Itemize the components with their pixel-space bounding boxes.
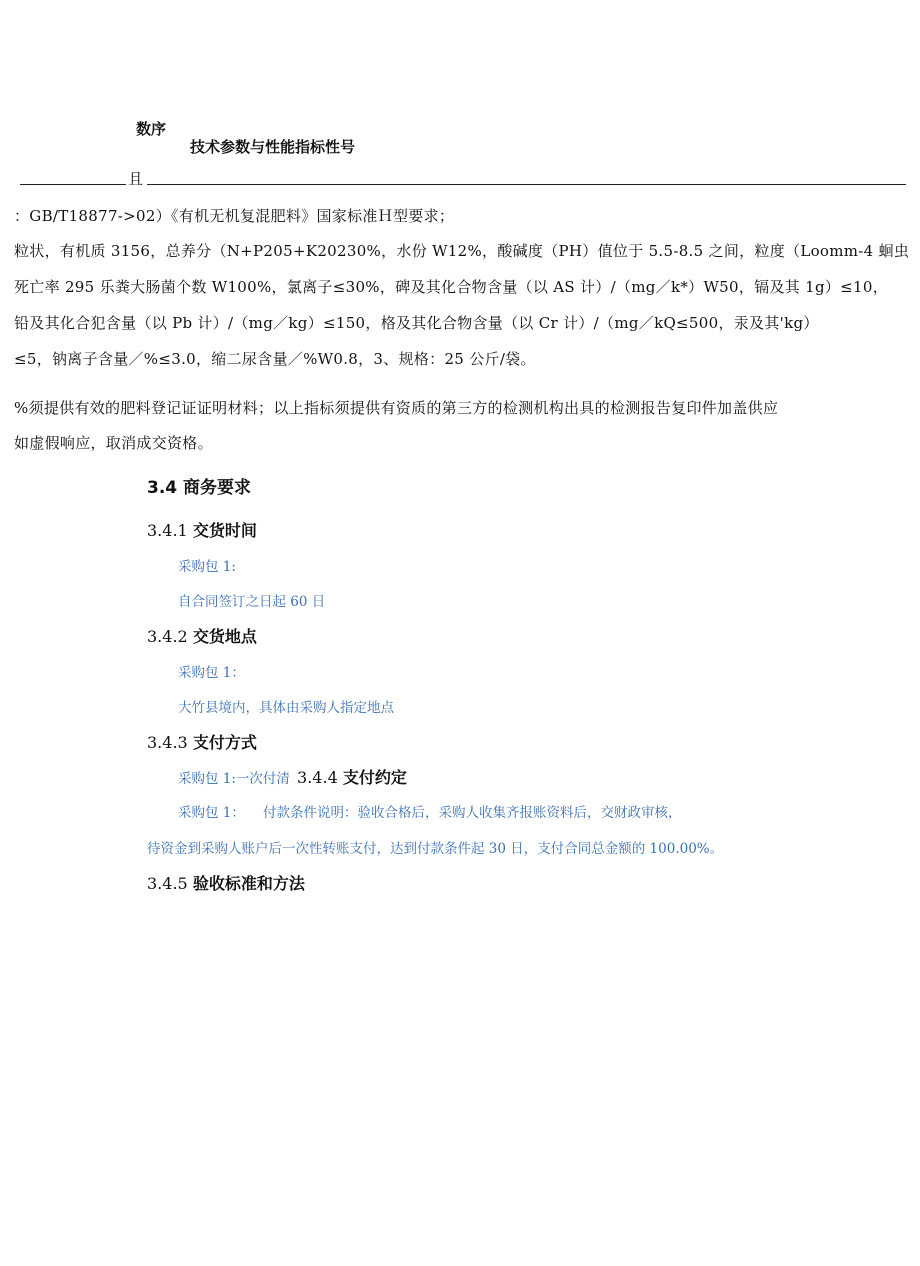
- s341-value: 自合同签订之日起 60 日: [178, 594, 326, 610]
- note-line-2: 如虚假响应，取消成交资格。: [14, 434, 213, 452]
- section-number: 3.4.4: [297, 768, 338, 787]
- section-title: 交货地点: [192, 627, 257, 646]
- section-number: 3.4.2: [147, 627, 188, 646]
- spec-line-4: 铅及其化合犯含量（以 Pb 计）/（mg／kg）≤150，格及其化合物含量（以 Cr 计）/（mg／kQ≤500，汞及其'kg）: [14, 314, 819, 332]
- section-3-4-3-heading: [147, 730, 257, 753]
- section-number: 3.4.3: [147, 733, 188, 752]
- s344-line-2: 待资金到采购人账户后一次性转账支付，达到付款条件起 30 日，支付合同总金额的 100.00%。: [147, 841, 724, 857]
- section-number: 3.4.5: [147, 874, 188, 893]
- s343-value: 采购包 1:一次付清: [178, 771, 290, 787]
- section-title: 交货时间: [192, 521, 257, 540]
- spec-line-2: 粒状，有机质 3156，总养分（N+P205+K20230%，水份 W12%，酸碱度（PH）值位于 5.5-8.5 之间，粒度（Loomm-4 蛔虫: [14, 242, 910, 260]
- s343-value-row: [178, 765, 407, 788]
- table-rule-left: [20, 184, 126, 185]
- section-number: 3.4.1: [147, 521, 188, 540]
- s344-line-1: 付款条件说明：验收合格后，采购人收集齐报账资料后，交财政审核，: [263, 805, 682, 821]
- table-rule-right: [147, 184, 906, 185]
- section-title: 支付约定: [342, 768, 407, 787]
- table-header-seq: 数序: [136, 120, 167, 138]
- spec-line-5: ≤5，钠离子含量／%≤3.0，缩二尿含量／%W0.8，3、规格：25 公斤/袋。: [14, 350, 536, 368]
- section-3-4-4-heading: [297, 768, 407, 787]
- spec-line-3: 死亡率 295 乐粪大肠菌个数 W100%，氯离子≤30%，碑及其化合物含量（以 AS 计）/（mg／k*）W50，镉及其 1g）≤10，: [14, 278, 889, 296]
- s344-package-label: 采购包 1：: [178, 805, 245, 821]
- table-row-mark: 且: [128, 170, 144, 188]
- section-title: 验收标准和方法: [192, 874, 305, 893]
- s341-package-label: 采购包 1:: [178, 559, 236, 575]
- s342-package-label: 采购包 1：: [178, 665, 245, 681]
- section-3-4-title: 3.4 商务要求: [147, 478, 252, 498]
- note-line-1: %须提供有效的肥料登记证证明材料；以上指标须提供有资质的第三方的检测机构出具的检测报告复印件加盖供应: [14, 399, 779, 417]
- spec-line-1: ：GB/T18877->02）《有机无机复混肥料》国家标准Ｈ型要求；: [14, 207, 455, 225]
- section-3-4-2-heading: [147, 624, 257, 647]
- section-3-4-1-heading: [147, 518, 257, 541]
- s342-value: 大竹县境内，具体由采购人指定地点: [178, 700, 394, 716]
- section-title: 支付方式: [192, 733, 257, 752]
- section-3-4-5-heading: [147, 871, 305, 894]
- table-header-params: 技术参数与性能指标性号: [190, 138, 356, 156]
